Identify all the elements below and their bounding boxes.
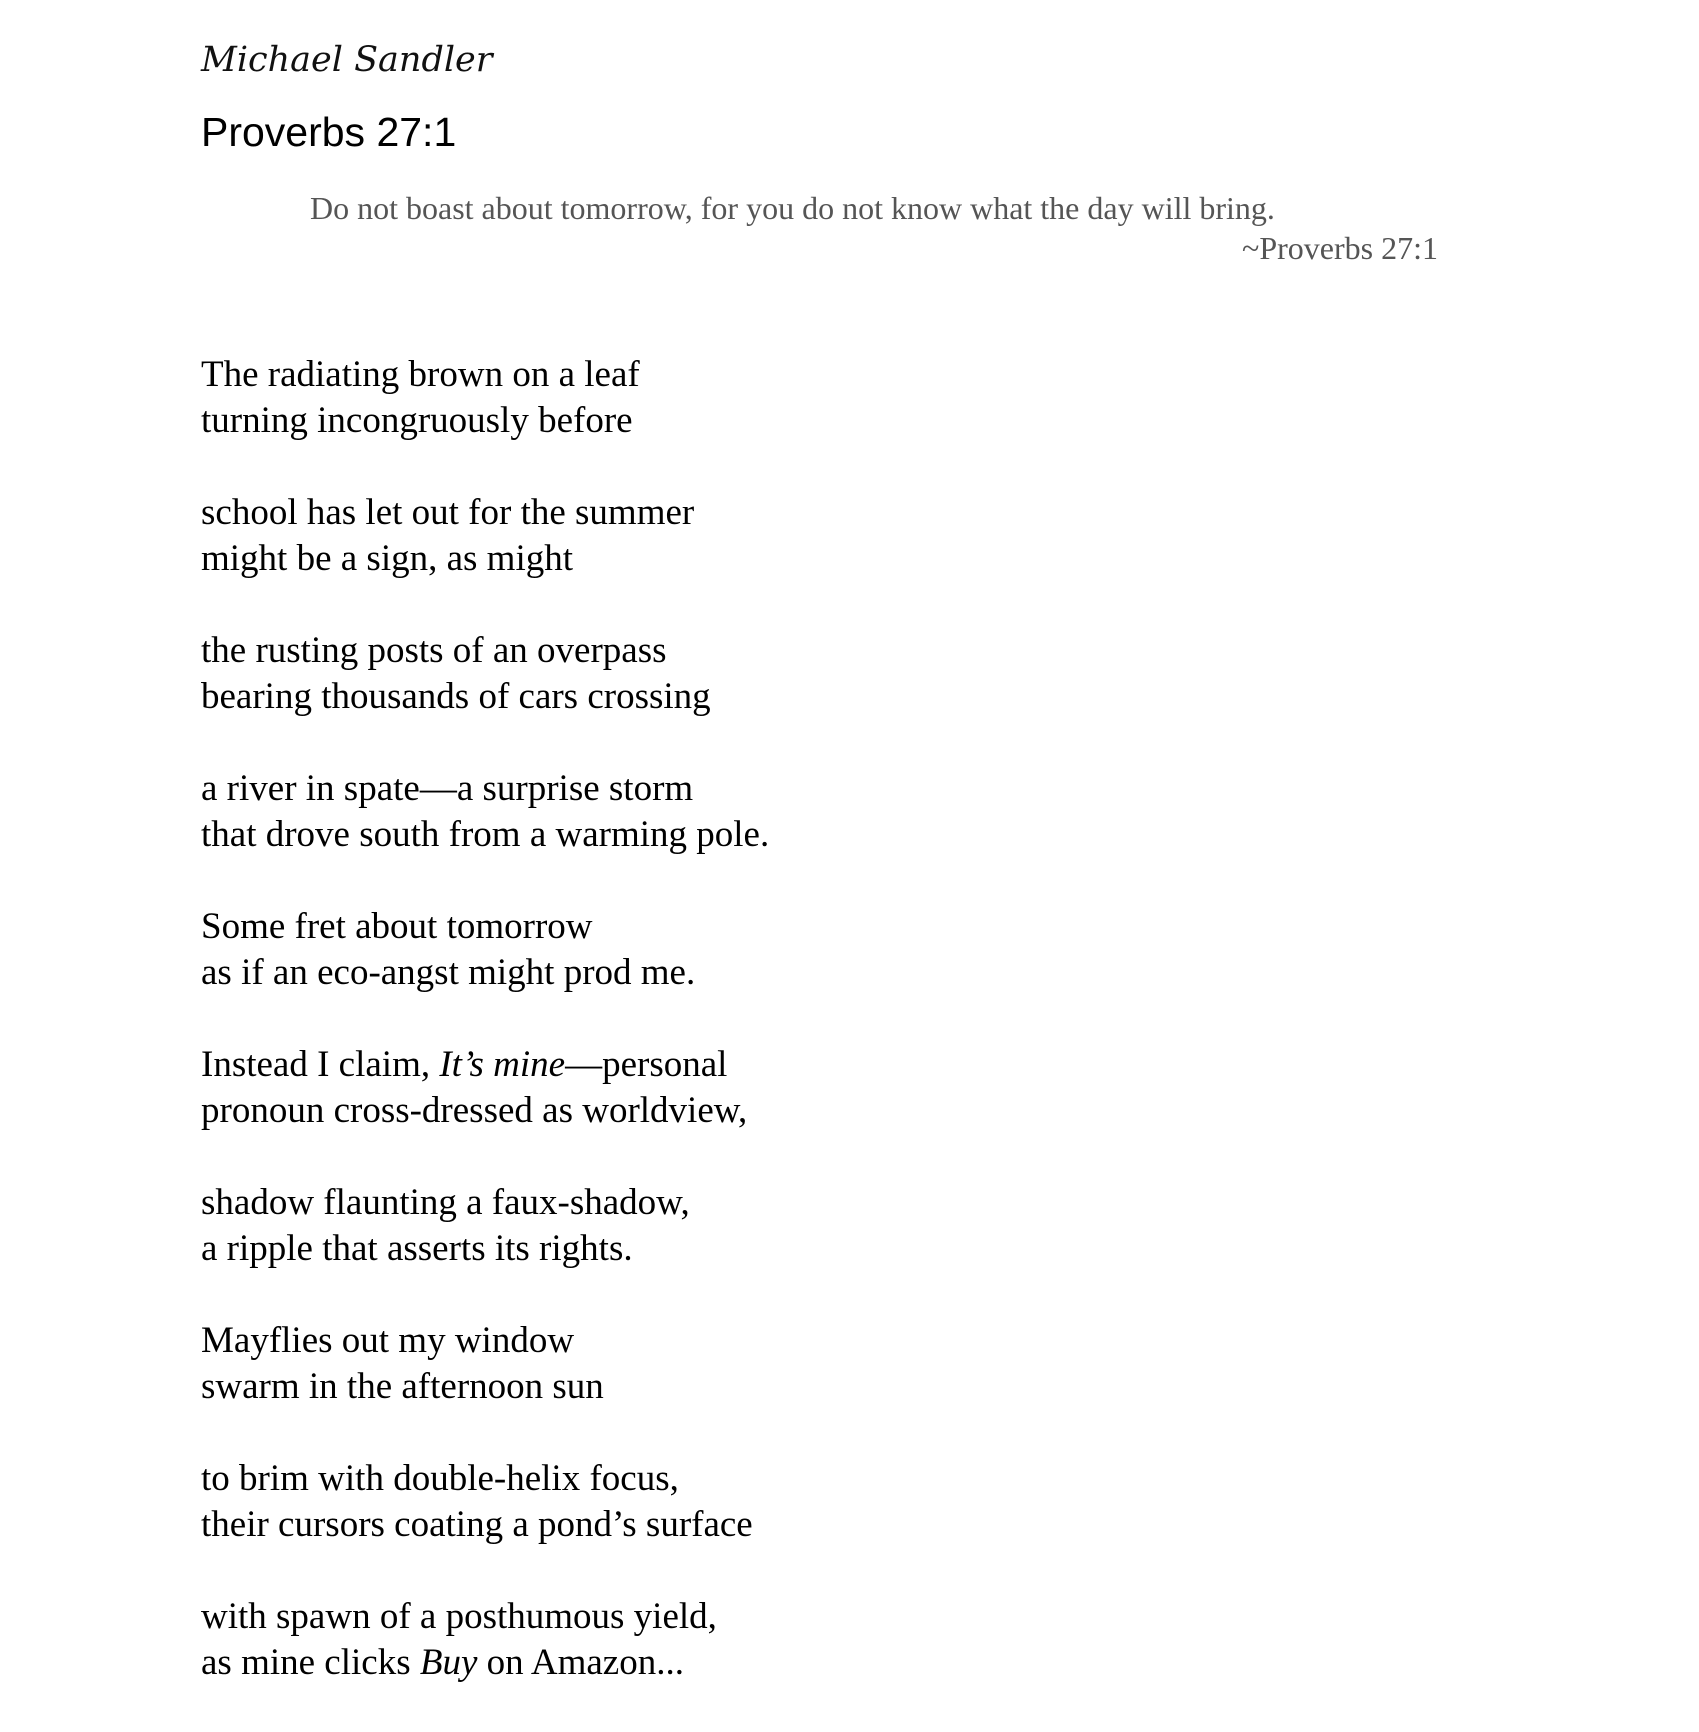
epigraph <box>310 188 1438 268</box>
poem-line: turning incongruously before <box>201 400 633 441</box>
poem-line: a river in spate—a surprise storm <box>201 768 694 809</box>
epigraph-quote: Do not boast about tomorrow, for you do not know what the day will bring. <box>310 190 1275 226</box>
poem-line: their cursors coating a pond’s surface <box>201 1504 753 1545</box>
poem-line: bearing thousands of cars crossing <box>201 676 711 717</box>
epigraph-source: ~Proverbs 27:1 <box>1242 230 1438 266</box>
stanza-4 <box>201 766 1501 858</box>
line-text-italic: Buy <box>419 1642 478 1683</box>
poem-line: Mayflies out my window <box>201 1320 575 1361</box>
line-text-italic: It’s mine <box>439 1044 566 1085</box>
author-name: Michael Sandler <box>201 40 493 80</box>
poem-body <box>201 352 1501 1732</box>
poem-line: pronoun cross-dressed as worldview, <box>201 1090 748 1131</box>
line-text-roman: as mine clicks <box>201 1642 420 1683</box>
poem-line-mixed <box>201 1042 1501 1088</box>
stanza-8 <box>201 1318 1501 1410</box>
stanza-10 <box>201 1594 1501 1686</box>
poem-line: as if an eco-angst might prod me. <box>201 952 696 993</box>
poem-line: the rusting posts of an overpass <box>201 630 667 671</box>
poem-line: might be a sign, as might <box>201 538 574 579</box>
poem-line: that drove south from a warming pole. <box>201 814 770 855</box>
poem-line: with spawn of a posthumous yield, <box>201 1596 717 1637</box>
line-text-roman: Instead I claim, <box>201 1044 440 1085</box>
stanza-7 <box>201 1180 1501 1272</box>
poem-line: to brim with double-helix focus, <box>201 1458 679 1499</box>
poem-line: Some fret about tomorrow <box>201 906 593 947</box>
poem-line: The radiating brown on a leaf <box>201 354 640 395</box>
poem-title: Proverbs 27:1 <box>201 109 457 155</box>
stanza-6 <box>201 1042 1501 1134</box>
stanza-9 <box>201 1456 1501 1548</box>
line-text-roman: —personal <box>565 1044 728 1085</box>
line-text-roman: on Amazon... <box>477 1642 684 1683</box>
poem-line: swarm in the afternoon sun <box>201 1366 604 1407</box>
poem-line: shadow flaunting a faux-shadow, <box>201 1182 690 1223</box>
stanza-2 <box>201 490 1501 582</box>
stanza-3 <box>201 628 1501 720</box>
poem-line: a ripple that asserts its rights. <box>201 1228 633 1269</box>
poem-line-mixed <box>201 1640 1501 1686</box>
poem-line: school has let out for the summer <box>201 492 695 533</box>
stanza-5 <box>201 904 1501 996</box>
stanza-1 <box>201 352 1501 444</box>
